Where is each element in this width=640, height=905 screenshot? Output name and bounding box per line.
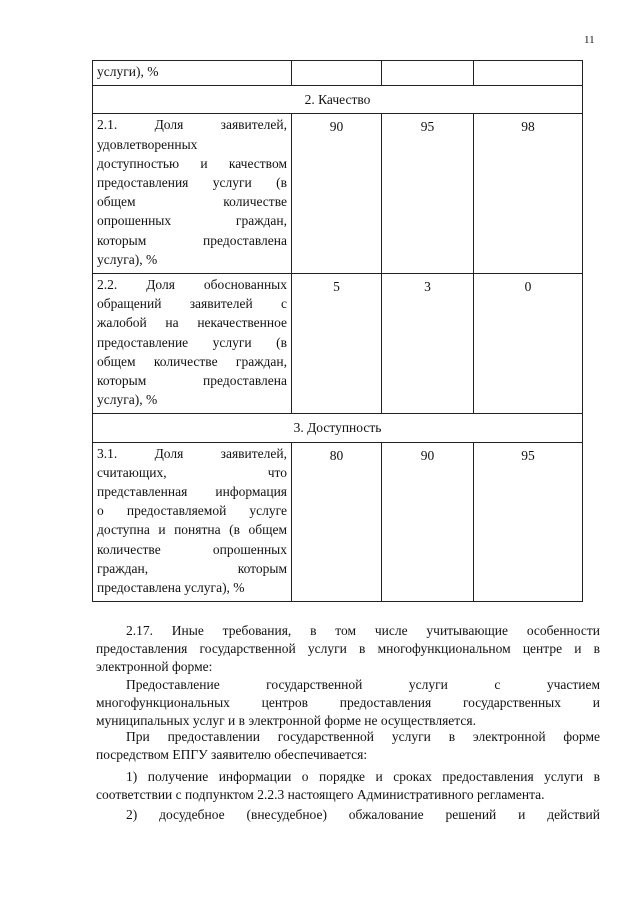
page-number: 11 — [584, 34, 595, 46]
paragraph-line: посредством ЕПГУ заявителю обеспечивается: — [96, 747, 368, 762]
label-line: граждан, которым — [97, 560, 287, 576]
paragraph-line: При предоставлении государственной услуги в электронной форме — [126, 729, 600, 744]
paragraph-mfc — [96, 676, 600, 730]
value-cell: 0 — [474, 274, 583, 414]
label-line: обращений заявителей с — [97, 296, 287, 312]
indicator-label — [93, 61, 292, 86]
paragraph-line: многофункциональных центров предоставления государственных и — [96, 695, 600, 710]
label-line: опрошенных граждан, — [97, 213, 287, 229]
value-cell: 95 — [382, 114, 474, 274]
table-row — [93, 442, 583, 602]
paragraph-line: соответствии с подпунктом 2.2.3 настоящего Административного регламента. — [96, 787, 545, 802]
label-line: общем количестве граждан, — [97, 353, 287, 369]
value-cell: 90 — [292, 114, 382, 274]
label-line: которым предоставлена — [97, 232, 287, 248]
paragraph-2-17 — [96, 622, 600, 676]
paragraph-item-2 — [96, 806, 600, 824]
table-row-continuation — [93, 61, 583, 86]
section-header-row — [93, 86, 583, 114]
label-line: 2.1. Доля заявителей, — [97, 117, 287, 133]
label-line: которым предоставлена — [97, 373, 287, 389]
paragraph-line: 1) получение информации о порядке и сроках предоставления услуги в — [126, 769, 600, 784]
label-line: услуга), % — [97, 251, 158, 267]
label-line: удовлетворенных — [97, 136, 198, 152]
label-line: считающих, что — [97, 464, 287, 480]
label-line: доступностью и качеством — [97, 155, 287, 171]
paragraph-epgu — [96, 728, 600, 764]
paragraph-line: муниципальных услуг и в электронной форме не осуществляется. — [96, 713, 476, 728]
indicator-label — [93, 274, 292, 414]
value-cell — [292, 61, 382, 86]
paragraph-line: электронной форме: — [96, 659, 213, 674]
table-row — [93, 274, 583, 414]
label-line: предоставлена услуга), % — [97, 580, 245, 596]
label-line: доступна и понятна (в общем — [97, 522, 287, 538]
section-title: 2. Качество — [93, 86, 583, 114]
indicator-label — [93, 114, 292, 274]
value-cell: 3 — [382, 274, 474, 414]
indicator-label — [93, 442, 292, 602]
label-line: предоставления услуги (в — [97, 175, 287, 191]
label-line: предоставление услуги (в — [97, 334, 287, 350]
label-line: представленная информация — [97, 484, 287, 500]
value-cell: 5 — [292, 274, 382, 414]
value-cell: 95 — [474, 442, 583, 602]
indicators-table — [92, 60, 583, 602]
label-line: количестве опрошенных — [97, 541, 287, 557]
value-cell: 90 — [382, 442, 474, 602]
paragraph-line: 2) досудебное (внесудебное) обжалование решений и действий — [126, 807, 600, 822]
value-cell — [474, 61, 583, 86]
paragraph-item-1 — [96, 768, 600, 804]
value-cell: 98 — [474, 114, 583, 274]
label-line: 2.2. Доля обоснованных — [97, 277, 287, 293]
label-line: общем количестве — [97, 194, 287, 210]
label-line: услуги), % — [97, 64, 159, 79]
value-cell: 80 — [292, 442, 382, 602]
value-cell — [382, 61, 474, 86]
section-header-row — [93, 414, 583, 442]
paragraph-line: 2.17. Иные требования, в том числе учитывающие особенности — [126, 623, 600, 638]
paragraph-line: предоставления государственной услуги в многофункциональном центре и в — [96, 641, 600, 656]
label-line: жалобой на некачественное — [97, 315, 287, 331]
section-title: 3. Доступность — [93, 414, 583, 442]
label-line: 3.1. Доля заявителей, — [97, 445, 287, 461]
paragraph-line: Предоставление государственной услуги с участием — [126, 677, 600, 692]
label-line: о предоставляемой услуге — [97, 503, 287, 519]
label-line: услуга), % — [97, 392, 158, 408]
table-row — [93, 114, 583, 274]
